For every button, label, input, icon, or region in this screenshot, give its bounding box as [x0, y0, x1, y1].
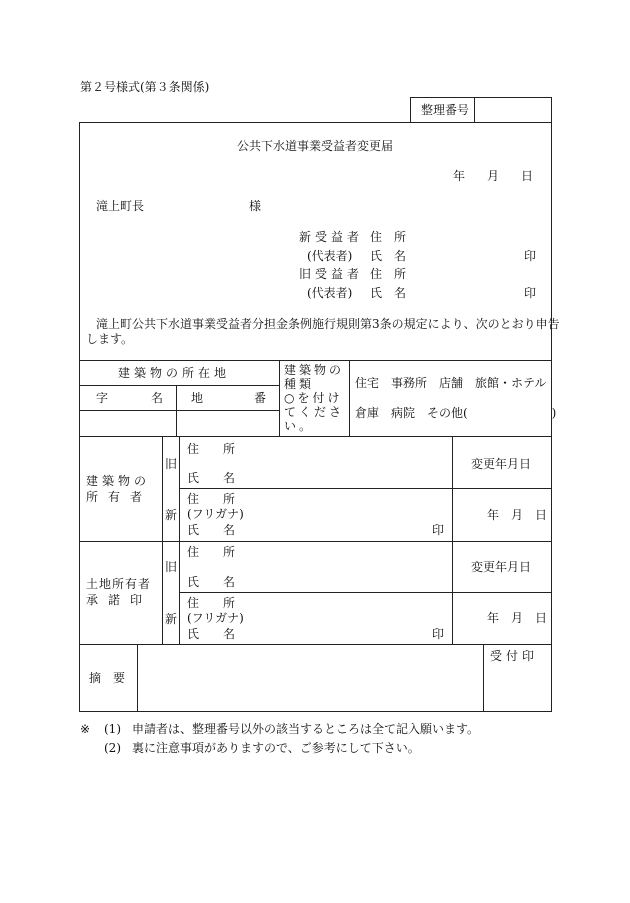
- ban-label: 番: [254, 391, 267, 405]
- new-address-label: 住 所: [370, 230, 407, 244]
- building-type-options-2[interactable]: 倉庫 病院 その他( ): [355, 406, 557, 420]
- land-old-marker: 旧: [165, 560, 178, 574]
- addressee-name: 滝上町長: [96, 199, 145, 213]
- land-seal: 印: [432, 627, 445, 641]
- location-header: 建築物の所在地: [118, 366, 231, 380]
- land-section-label-1: 土地所有者: [86, 577, 152, 591]
- addressee-honorific: 様: [249, 199, 262, 213]
- owner-old-name[interactable]: 氏 名: [187, 471, 236, 485]
- owner-old-marker: 旧: [165, 457, 178, 471]
- form-label: 第２号様式(第３条関係): [80, 80, 210, 94]
- aza-label: 字: [96, 391, 109, 405]
- chiban-field[interactable]: [177, 411, 278, 435]
- land-change-date[interactable]: 年 月 日: [487, 611, 548, 625]
- owner-new-name[interactable]: 氏 名: [187, 523, 236, 537]
- owner-new-marker: 新: [165, 508, 178, 522]
- receipt-stamp-label: 受付印: [490, 649, 539, 663]
- statement-line-1: 滝上町公共下水道事業受益者分担金条例施行規則第3条の規定により、次のとおり申告: [96, 317, 560, 331]
- chi-label: 地: [191, 391, 204, 405]
- land-old-name[interactable]: 氏 名: [187, 575, 236, 589]
- document-title: 公共下水道事業受益者変更届: [237, 139, 394, 153]
- remarks-field[interactable]: [139, 646, 481, 710]
- reference-number-field[interactable]: [480, 104, 546, 118]
- owner-new-address[interactable]: 住 所: [187, 492, 236, 506]
- land-new-marker: 新: [165, 612, 178, 626]
- aza-field[interactable]: [80, 411, 175, 435]
- land-old-address[interactable]: 住 所: [187, 545, 236, 559]
- new-seal: 印: [524, 249, 537, 263]
- old-beneficiary-label: 旧受益者: [299, 267, 364, 281]
- old-name-label: 氏 名: [370, 286, 407, 300]
- old-representative-label: (代表者): [307, 286, 353, 300]
- old-seal: 印: [524, 286, 537, 300]
- owner-change-date-label: 変更年月日: [471, 457, 532, 471]
- land-section-label-2: 承諾印: [86, 593, 153, 607]
- land-new-furigana[interactable]: (フリガナ): [187, 611, 244, 625]
- statement-line-2: します。: [86, 332, 134, 346]
- old-address-label: 住 所: [370, 267, 407, 281]
- owner-old-address[interactable]: 住 所: [187, 442, 236, 456]
- new-name-label: 氏 名: [370, 249, 407, 263]
- owner-new-furigana[interactable]: (フリガナ): [187, 507, 244, 521]
- reference-number-label: 整理番号: [421, 103, 470, 117]
- land-change-date-label: 変更年月日: [471, 560, 532, 574]
- owner-section-label-2: 所有者: [86, 490, 153, 504]
- land-new-name[interactable]: 氏 名: [187, 627, 236, 641]
- owner-change-date[interactable]: 年 月 日: [487, 508, 548, 522]
- owner-section-label-1: 建築物の: [86, 474, 151, 488]
- remarks-label: 摘 要: [89, 671, 126, 685]
- owner-seal: 印: [432, 523, 445, 537]
- new-beneficiary-label: 新受益者: [299, 230, 364, 244]
- land-new-address[interactable]: 住 所: [187, 596, 236, 610]
- new-representative-label: (代表者): [307, 249, 353, 263]
- mei-label: 名: [151, 391, 164, 405]
- building-type-options-1[interactable]: 住宅 事務所 店舗 旅館・ホテル: [355, 376, 547, 390]
